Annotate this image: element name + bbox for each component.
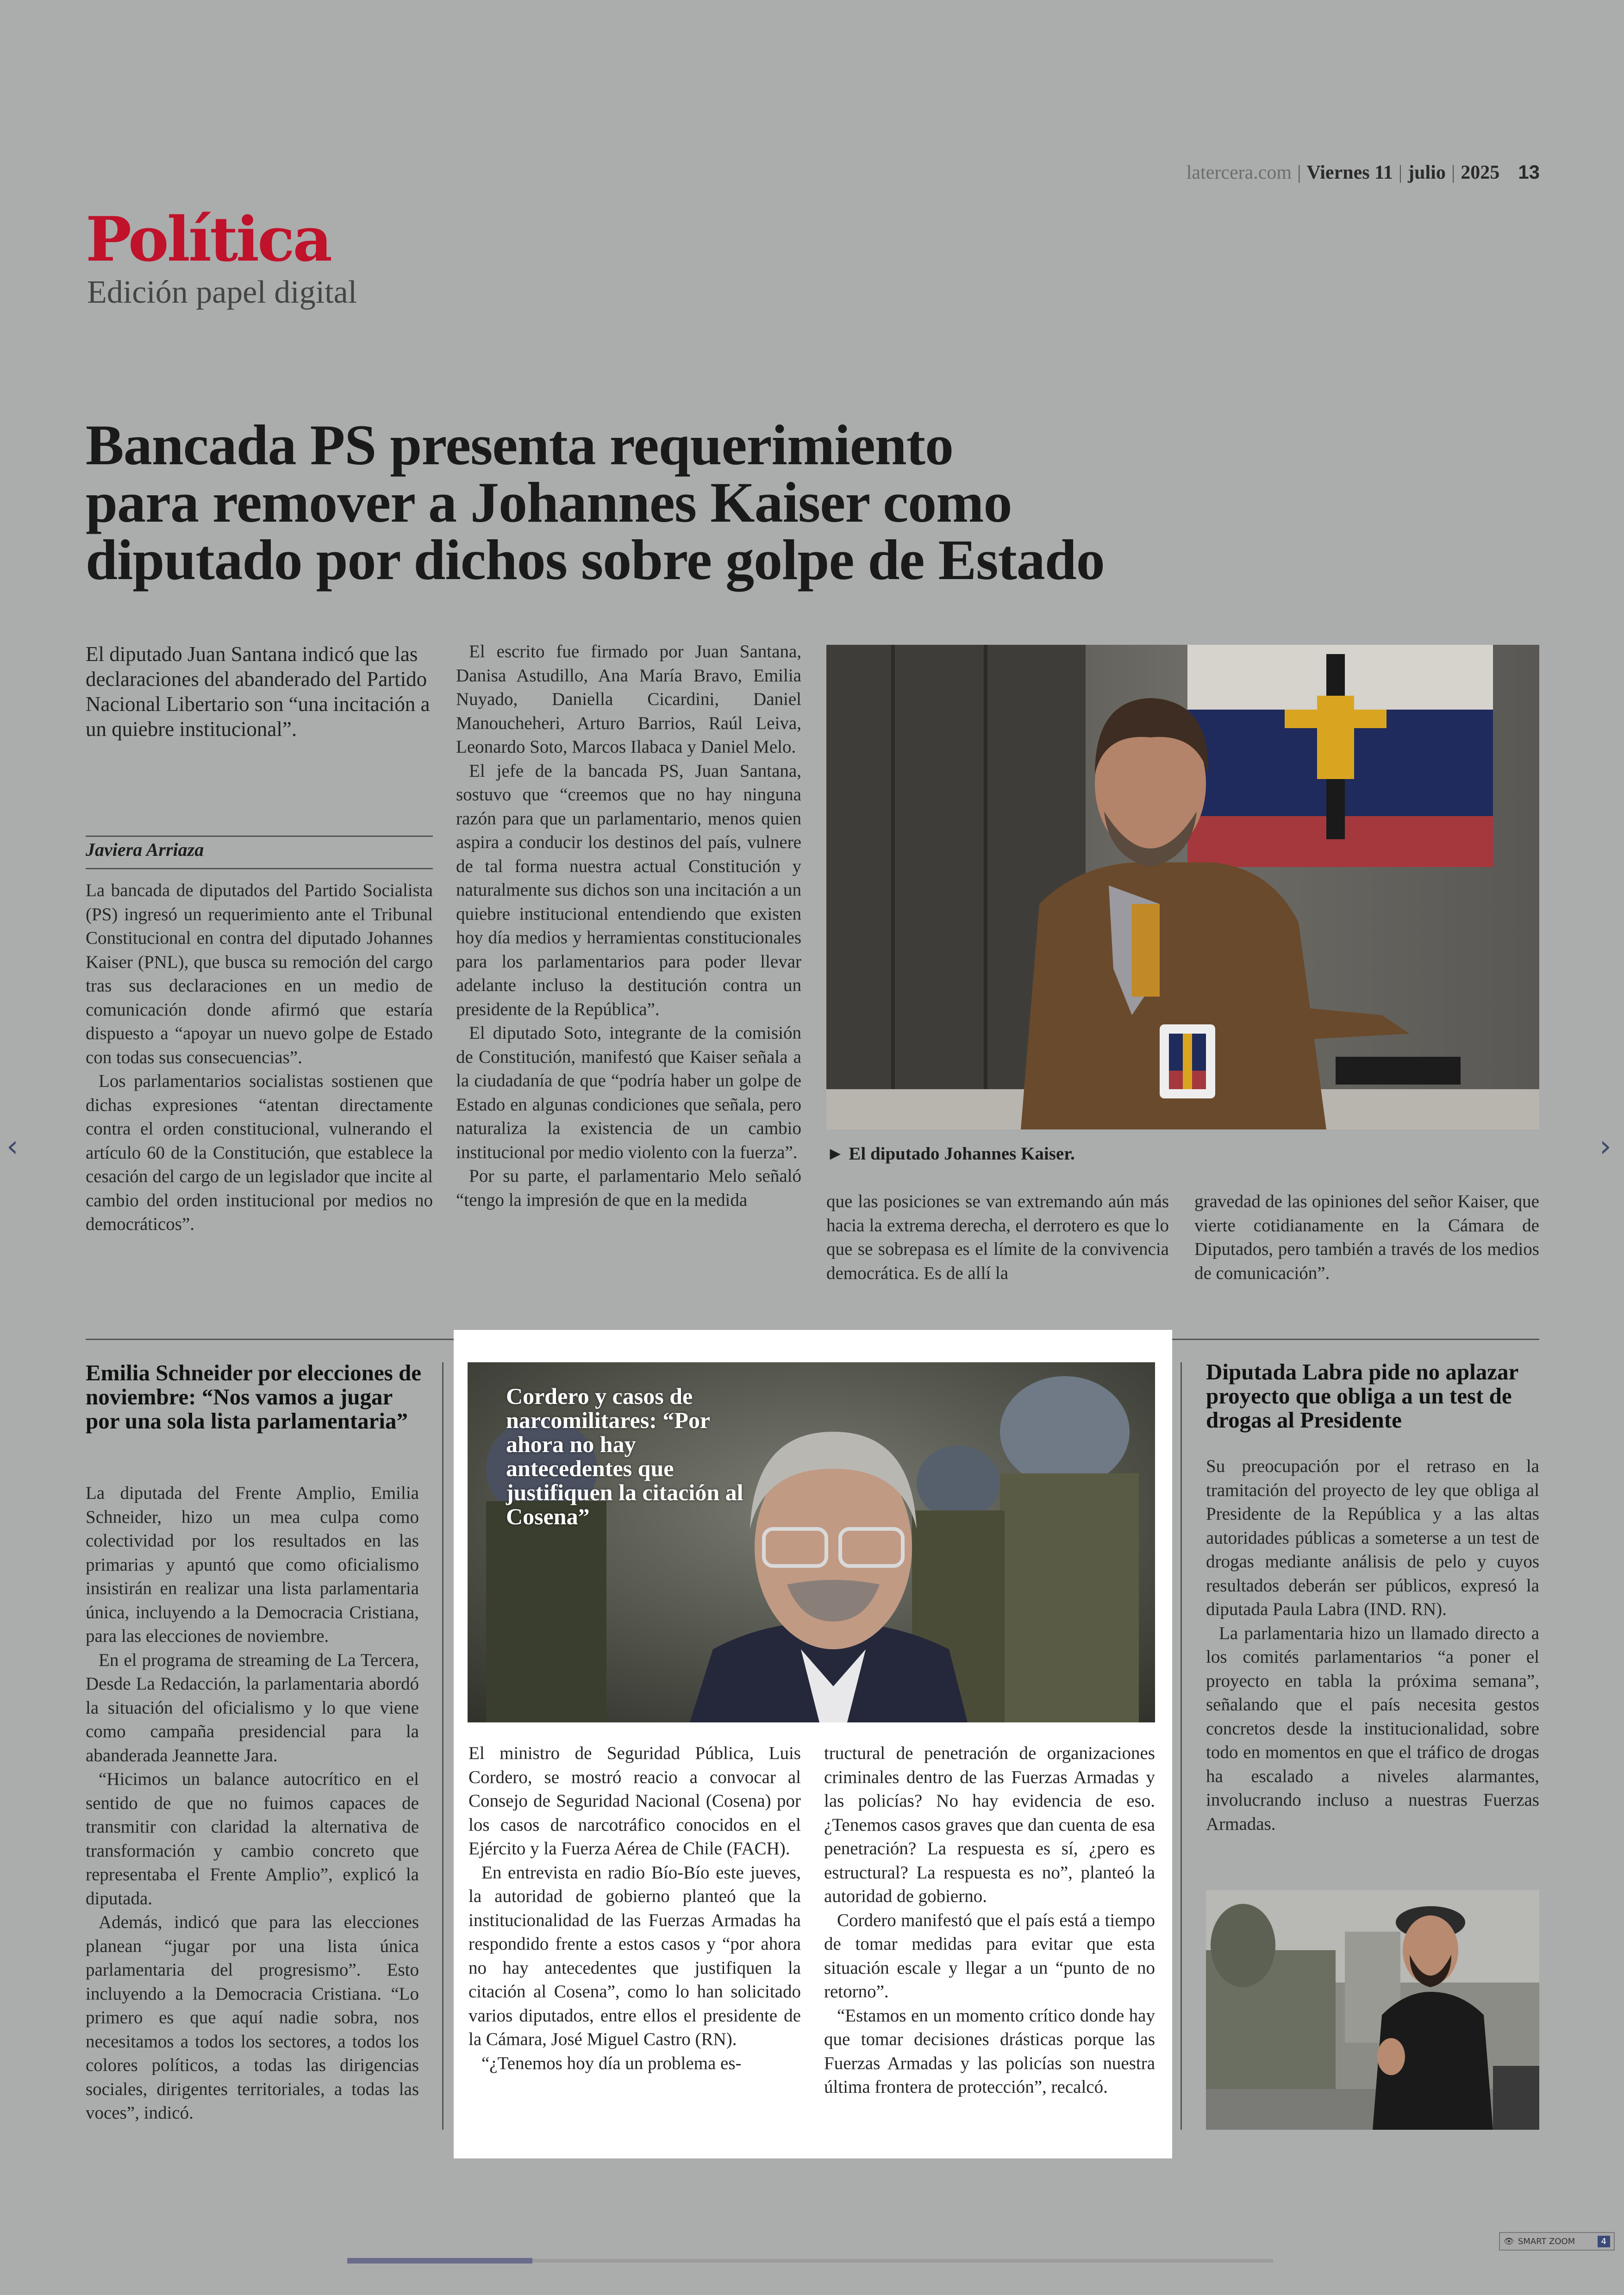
section-title: Política	[86, 204, 331, 275]
paragraph: El escrito fue firmado por Juan Santana, Danisa Astudillo, Ana María Bravo, Emilia Nuyado, Daniella Cicardini, Daniel Manoucheheri, Arturo Barrios, Raúl Leiva, Leonardo Soto, Marcos Ilabaca y Daniel Melo.	[456, 642, 801, 757]
eye-icon: 👁	[1504, 2236, 1514, 2246]
paragraph: La bancada de diputados del Partido Socialista (PS) ingresó un requerimiento ante el Tribunal Constitucional en contra del diputado Johannes Kaiser (PNL), que busca su remoción del cargo tras sus declaraciones en un medio de comunicación donde afirmó que estaría dispuesto a “apoyar un nuevo golpe de Estado con todas sus consecuencias”.	[86, 880, 433, 1067]
reading-progress-fill	[347, 2258, 532, 2264]
author-rule-top	[86, 836, 433, 837]
column-divider	[1181, 1362, 1182, 2130]
article-lede: El diputado Juan Santana indicó que las declaraciones del abanderado del Partido Nacional Libertario son “una incitación a un quiebre institucional”.	[86, 642, 430, 741]
paragraph: En entrevista en radio Bío-Bío este jueves, la autoridad de gobierno planteó que la institucionalidad de las Fuerzas Armadas ha respondido frente a estos casos y “por ahora no hay antecedentes que justifiquen la citación al Cosena”, como lo han solicitado varios diputados, entre ellos el presidente de la Cámara, José Miguel Castro (RN).	[468, 1862, 801, 2049]
paragraph: que las posiciones se van extremando aún más hacia la extrema derecha, el derrotero es que lo que se sobrepasa es el límite de la convivencia democrática. Es de allí la	[826, 1191, 1169, 1283]
site-name[interactable]: latercera.com	[1186, 162, 1292, 183]
paragraph: El diputado Soto, integrante de la comisión de Constitución, manifestó que Kaiser señala a la ciudadanía de que “podría haber un golpe de Estado en algunas condiciones que señala, pero naturaliza la existencia de un cambio institucional por medio violento con la fuerza”.	[456, 1023, 801, 1162]
masthead-year: 2025	[1461, 162, 1500, 183]
headline-line: para remover a Johannes Kaiser como	[86, 471, 1012, 534]
edition-label: Edición papel digital	[87, 274, 357, 310]
smart-zoom-button[interactable]	[1499, 2232, 1615, 2251]
masthead-date: 11	[1374, 162, 1393, 183]
brief-body-schneider	[86, 1481, 419, 2125]
headline-line: diputado por dichos sobre golpe de Estado	[86, 528, 1105, 592]
paragraph: “Estamos en un momento crítico donde hay que tomar decisiones drásticas porque las Fuerzas Armadas y las policías son nuestra última frontera de protección”, recalcó.	[824, 2005, 1155, 2097]
masthead-month: julio	[1408, 162, 1446, 183]
photo-title-overlay: Cordero y casos de narcomilitares: “Por ahora no hay antecedentes que justifiquen la citación al Cosena”	[506, 1383, 743, 1529]
labra-photo	[1206, 1890, 1539, 2130]
paragraph: El ministro de Seguridad Pública, Luis Cordero, se mostró reacio a convocar al Consejo de Seguridad Nacional (Cosena) por los casos de narcotráfico conocidos en el Ejército y la Fuerza Aérea de Chile (FACH).	[468, 1743, 801, 1858]
paragraph: El jefe de la bancada PS, Juan Santana, sostuvo que “creemos que no hay ninguna razón para que un parlamentario, menos quien aspira a conducir los destinos del país, vulnere de tal forma nuestra actual Constitución y naturalmente sus dichos son una incitación a un quiebre institucional entendiendo que existen hoy día medios y herramientas constitucionales para los parlamentarios para poder llevar adelante incluso la destitución contra un presidente de la República”.	[456, 761, 801, 1019]
smart-zoom-page: 4	[1598, 2236, 1610, 2247]
main-headline	[86, 413, 1336, 592]
paragraph: En el programa de streaming de La Tercera, Desde La Redacción, la parlamentaria abordó la situación del oficialismo y lo que viene como campaña presidencial para la abanderada Jeannette Jara.	[86, 1650, 419, 1765]
brief-title-labra: Diputada Labra pide no aplazar proyecto que obliga a un test de drogas al Presidente	[1206, 1359, 1518, 1433]
article-column-3	[826, 1190, 1169, 1285]
paragraph: La parlamentaria hizo un llamado directo a los comités parlamentarios “a poner el proyecto en tabla la próxima semana”, señalando que el país necesita gestos concretos desde la institucionalidad, sobre todo en momentos en que el tráfico de drogas ha escalado a niveles alarmantes, involucrando incluso a nuestras Fuerzas Armadas.	[1206, 1623, 1539, 1834]
paragraph: Por su parte, el parlamentario Melo señaló “tengo la impresión de que en la medida	[456, 1166, 801, 1210]
chevron-right-icon[interactable]: ›	[1599, 1129, 1612, 1164]
headline-line: Bancada PS presenta requerimiento	[86, 413, 954, 477]
brief-body-cordero-2	[824, 1741, 1155, 2099]
brief-body-cordero-1	[468, 1741, 801, 2075]
article-column-2	[456, 640, 801, 1212]
article-column-1	[86, 879, 433, 1236]
paragraph: gravedad de las opiniones del señor Kaiser, que vierte cotidianamente en la Cámara de Diputados, pero también a través de los medios de comunicación”.	[1194, 1191, 1539, 1283]
smart-zoom-label: SMART ZOOM	[1518, 2236, 1575, 2246]
paragraph: “¿Tenemos hoy día un problema es-	[481, 2053, 742, 2073]
paragraph: La diputada del Frente Amplio, Emilia Schneider, hizo un mea culpa como colectividad por los resultados en las primarias y apuntó que como oficialismo insistirán en realizar una lista parlamentaria única, incluyendo a la Democracia Cristiana, para las elecciones de noviembre.	[86, 1483, 419, 1646]
article-column-4	[1194, 1190, 1539, 1285]
paragraph: “Hicimos un balance autocrítico en el sentido de que no fuimos capaces de transmitir con claridad la alternativa de transformación y cambio concreto que representaba el Frente Amplio”, explicó la diputada.	[86, 1769, 419, 1908]
author-rule-bottom	[86, 868, 433, 869]
chevron-left-icon[interactable]: ‹	[6, 1129, 19, 1164]
paragraph: Cordero manifestó que el país está a tiempo de tomar medidas para evitar que esta situación escale y llegar a un “punto de no retorno”.	[824, 1910, 1155, 2002]
column-divider	[442, 1362, 443, 2130]
paragraph: Además, indicó que para las elecciones planean “jugar por una lista única parlamentaria del progresismo”. Esto incluyendo a la Democracia Cristiana. “Lo primero es que aquí nadie sobra, nos necesitamos a todos los sectores, a todos los colores políticos, a todas las dirigencias sociales, dirigentes territoriales, a todas las voces”, indicó.	[86, 1912, 419, 2123]
brief-body-labra	[1206, 1454, 1539, 1836]
page-number: 13	[1518, 161, 1540, 183]
masthead-day: Viernes	[1306, 162, 1370, 183]
kaiser-photo	[826, 645, 1539, 1129]
brief-title-schneider: Emilia Schneider por elecciones de noviembre: “Nos vamos a jugar por una sola lista parlamentaria”	[86, 1360, 421, 1434]
author-byline: Javiera Arriaza	[86, 839, 204, 860]
masthead: latercera.com | Viernes 11 | julio | 2025 13	[1186, 161, 1540, 183]
paragraph: tructural de penetración de organizaciones criminales dentro de las Fuerzas Armadas y las policías? No hay evidencia de eso. ¿Tenemos casos graves que dan cuenta de esa penetración? La respuesta es sí, ¿pero es estructural? La respuesta es no”, planteó la autoridad de gobierno.	[824, 1743, 1155, 1906]
photo-caption: ► El diputado Johannes Kaiser.	[826, 1144, 1075, 1164]
paragraph: Los parlamentarios socialistas sostienen que dichas expresiones “atentan directamente contra el orden constitucional, vulnerando el artículo 60 de la Constitución, que establece la cesación del cargo de un legislador que incite al cambio del orden institucional por medios no democráticos”.	[86, 1071, 433, 1234]
paragraph: Su preocupación por el retraso en la tramitación del proyecto de ley que obliga al Presidente de la República y a las altas autoridades públicas a someterse a un test de drogas mediante análisis de pelo y cuyos resultados deberán ser públicos, expresó la diputada Paula Labra (IND. RN).	[1206, 1456, 1539, 1619]
